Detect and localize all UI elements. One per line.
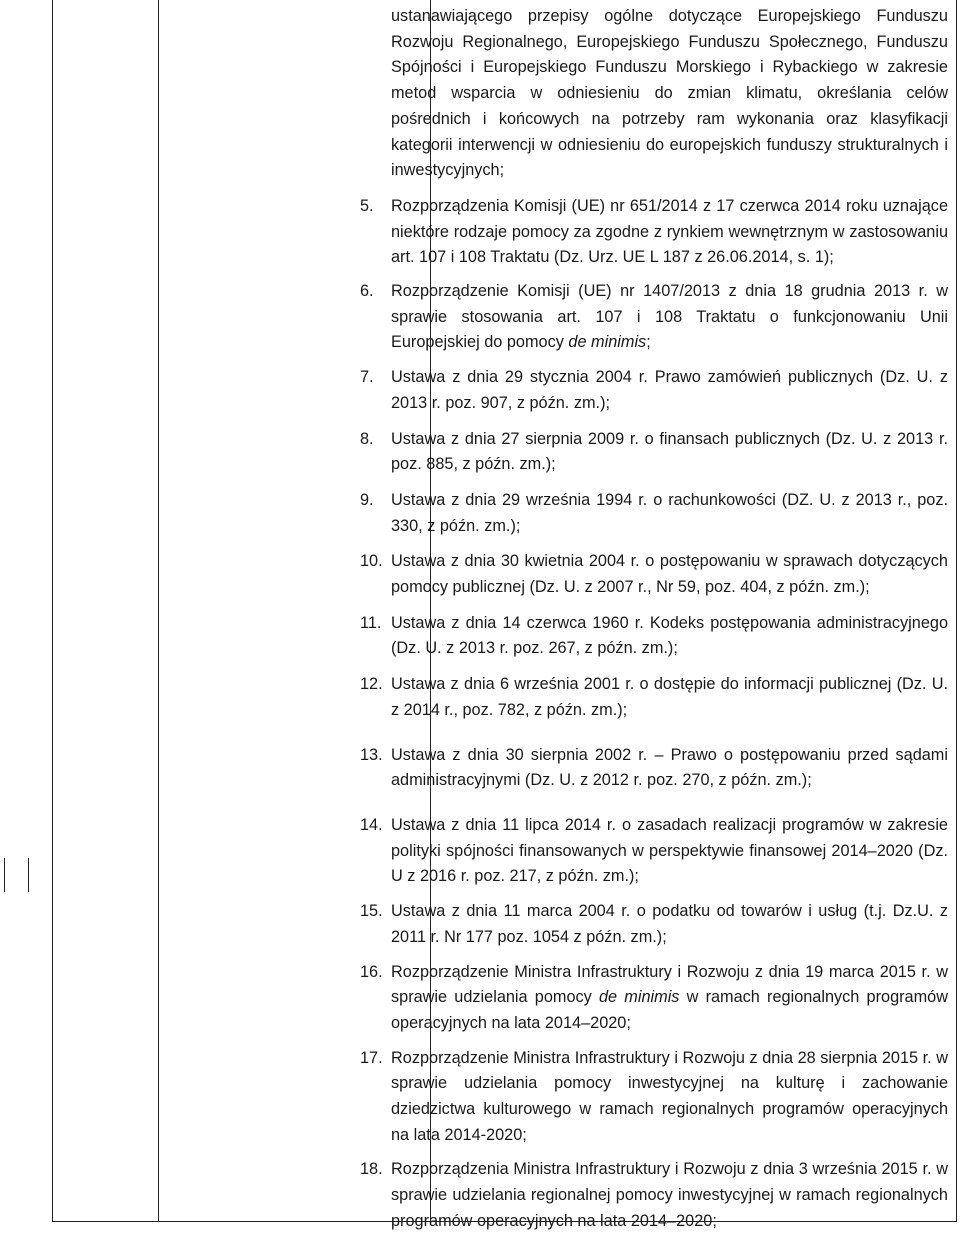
item-text: Ustawa z dnia 6 września 2001 r. o dostępie do informacji publicznej (Dz. U. z 2014 r., poz. 782, z późn. zm.); [391, 675, 948, 719]
list-item [360, 549, 948, 600]
margin-mark-right [28, 858, 29, 892]
item-text: Ustawa z dnia 30 kwietnia 2004 r. o postępowaniu w sprawach dotyczących pomocy publicznej (Dz. U. z 2007 r., Nr 59, poz. 404, z późn. zm.); [391, 552, 948, 597]
item-number: 13. [360, 745, 383, 764]
legal-basis-list [360, 4, 948, 1235]
item-text: Ustawa z dnia 14 czerwca 1960 r. Kodeks postępowania administracyjnego (Dz. U. z 2013 r. poz. 267, z późn. zm.); [391, 613, 948, 658]
item-number: 16. [360, 962, 383, 981]
list-item [360, 365, 948, 416]
item-text: Ustawa z dnia 11 marca 2004 r. o podatku od towarów i usług (t.j. Dz.U. z 2011 r. Nr 177 poz. 1054 z późn. zm.); [391, 902, 948, 946]
list-item [360, 743, 948, 794]
item-number: 18. [360, 1160, 383, 1179]
list-item [360, 1157, 948, 1234]
column-divider-1 [158, 0, 159, 1222]
item-number: 17. [360, 1048, 383, 1067]
item-text-main: Rozporządzenie Komisji (UE) nr 1407/2013 z dnia 18 grudnia 2013 r. w sprawie stosowania art. 107 i 108 Traktatu o funkcjonowaniu Unii Europejskiej do pomocy [391, 282, 948, 352]
item-number: 5. [360, 196, 374, 215]
item-text [391, 960, 948, 1037]
item-text-end: w ramach regionalnych programów operacyjnych na lata 2014–2020; [391, 988, 948, 1032]
item-number: 7. [360, 368, 374, 387]
item-text: Ustawa z dnia 29 września 1994 r. o rachunkowości (DZ. U. z 2013 r., poz. 330, z późn. zm.); [391, 490, 948, 535]
item-text-emphasis: de minimis [568, 333, 647, 352]
item-text: Ustawa z dnia 30 sierpnia 2002 r. – Prawo o postępowaniu przed sądami administracyjnymi (Dz. U. z 2012 r. poz. 270, z późn. zm.); [391, 745, 948, 790]
list-item [360, 488, 948, 539]
list-item [360, 194, 948, 271]
item-number: 6. [360, 282, 374, 301]
item-text: Ustawa z dnia 11 lipca 2014 r. o zasadach realizacji programów w zakresie polityki spójności finansowanych w perspektywie finansowej 2014–2020 (Dz. U z 2016 r. poz. 217, z późn. zm.); [391, 815, 948, 886]
item-text: Ustawa z dnia 29 stycznia 2004 r. Prawo zamówień publicznych (Dz. U. z 2013 r. poz. 907, z późn. zm.); [391, 368, 948, 412]
item-text-emphasis: de minimis [598, 988, 680, 1007]
list-item [360, 279, 948, 356]
list-item [360, 813, 948, 890]
list-item [360, 672, 948, 723]
list-item [360, 899, 948, 950]
item-number: 11. [360, 613, 382, 632]
list-item [360, 1046, 948, 1149]
item-text [391, 279, 948, 356]
item-text: Rozporządzenia Ministra Infrastruktury i Rozwoju z dnia 3 września 2015 r. w sprawie udzielania regionalnej pomocy inwestycyjnej w ramach regionalnych programów operacyjnych na lata 2014–2020; [391, 1160, 948, 1230]
item-text: Rozporządzenia Komisji (UE) nr 651/2014 z 17 czerwca 2014 roku uznające niektóre rodzaje pomocy za zgodne z rynkiem wewnętrznym w zastosowaniu art. 107 i 108 Traktatu (Dz. Urz. UE L 187 z 26.06.2014, s. 1); [391, 196, 948, 267]
item-number: 8. [360, 429, 374, 448]
intro-paragraph: ustanawiającego przepisy ogólne dotyczące Europejskiego Funduszu Rozwoju Regionalnego, Europejskiego Funduszu Społecznego, Funduszu Spójności i Europejskiego Funduszu Morskiego i Rybackiego w zakresie metod wsparcia w odniesieniu do zmian klimatu, określania celów pośrednich i końcowych na potrzeby ram wykonania oraz klasyfikacji kategorii interwencji w odniesieniu do europejskich funduszy strukturalnych i inwestycyjnych; [391, 7, 948, 180]
item-number: 12. [360, 675, 383, 694]
list-item [360, 427, 948, 478]
item-text: Ustawa z dnia 27 sierpnia 2009 r. o finansach publicznych (Dz. U. z 2013 r. poz. 885, z późn. zm.); [391, 429, 948, 474]
item-number: 14. [360, 815, 383, 834]
item-text-main: Rozporządzenie Ministra Infrastruktury i Rozwoju z dnia 19 marca 2015 r. w sprawie udzielania pomocy [391, 962, 948, 1007]
item-text: Rozporządzenie Ministra Infrastruktury i Rozwoju z dnia 28 sierpnia 2015 r. w sprawie udzielania pomocy inwestycyjnej na kulturę i zachowanie dziedzictwa kulturowego w ramach regionalnych programów operacyjnych na lata 2014-2020; [391, 1048, 948, 1144]
item-text-end: ; [646, 333, 651, 352]
list-item [360, 611, 948, 662]
list-item [360, 960, 948, 1037]
item-number: 9. [360, 490, 374, 509]
item-number: 10. [360, 552, 383, 571]
margin-mark-left [4, 858, 5, 892]
item-number: 15. [360, 902, 383, 921]
